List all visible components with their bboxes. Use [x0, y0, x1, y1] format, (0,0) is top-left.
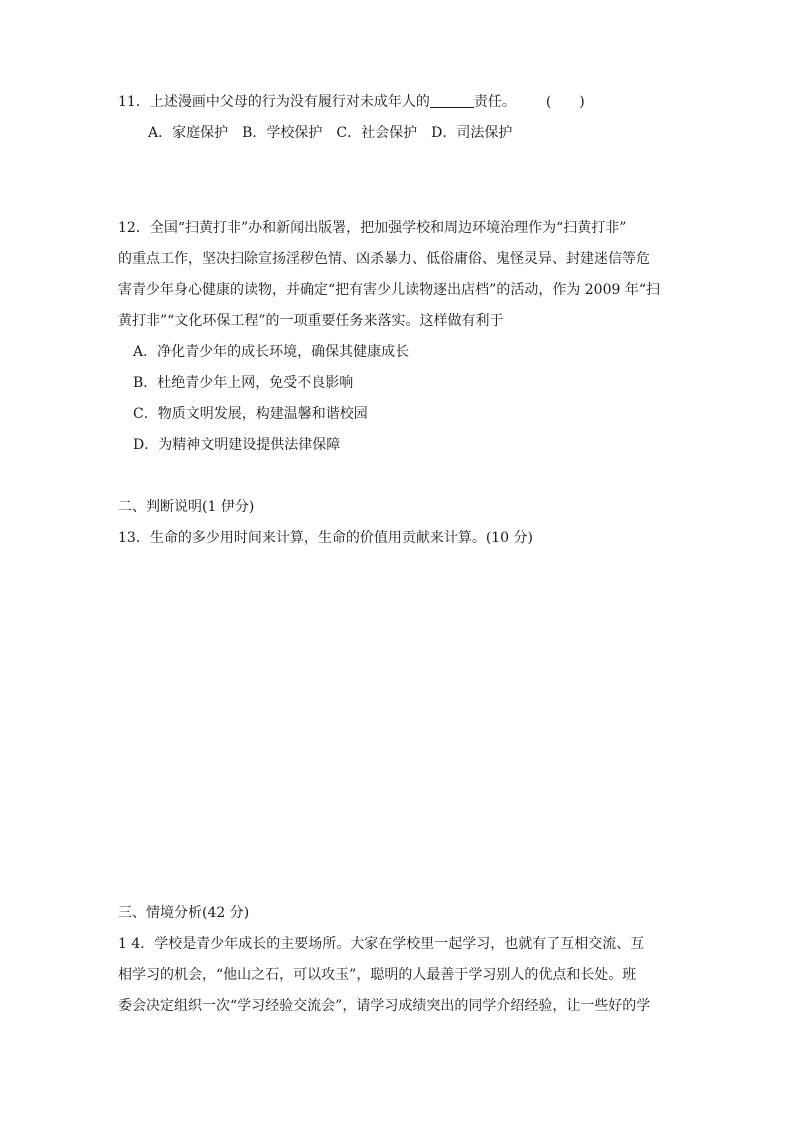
- question-12-option-a: A．净化青少年的成长环境，确保其健康成长: [133, 344, 410, 360]
- question-11-options: A．家庭保护 B．学校保护 C．社会保护 D．司法保护: [148, 125, 513, 141]
- question-14-line-2: 相学习的机会，“他山之石，可以攻玉”，聪明的人最善于学习别人的优点和长处。班: [118, 967, 637, 983]
- section-2-title: 二、判断说明(1 伊分): [118, 499, 255, 515]
- question-12-option-c: C．物质文明发展，构建温馨和谐校园: [133, 406, 368, 422]
- question-12-option-b: B．杜绝青少年上网，免受不良影响: [133, 375, 354, 391]
- answer-blank: [430, 93, 474, 108]
- question-12-option-d: D．为精神文明建设提供法律保障: [133, 437, 341, 453]
- question-12-line-1: 12．全国“扫黄打非”办和新闻出版署，把加强学校和周边环境治理作为“扫黄打非”: [118, 220, 627, 236]
- question-12-line-2: 的重点工作，坚决扫除宣扬淫秽色情、凶杀暴力、低俗庸俗、鬼怪灵异、封建迷信等危: [118, 251, 650, 267]
- question-11-text-after: 责任。: [473, 94, 516, 110]
- question-14-line-1: 1 4．学校是青少年成长的主要场所。大家在学校里一起学习，也就有了互相交流、互: [118, 936, 645, 952]
- question-12-line-4: 黄打非”“文化环保工程”的一项重要任务来落实。这样做有利于: [118, 313, 504, 329]
- question-11-stem: [118, 92, 585, 112]
- question-14-line-3: 委会决定组织一次“学习经验交流会”，请学习成绩突出的同学介绍经验，让一些好的学: [118, 998, 651, 1014]
- answer-parentheses: ( ): [545, 94, 585, 110]
- section-3-title: 三、情境分析(42 分): [118, 905, 250, 921]
- question-13: 13．生命的多少用时间来计算，生命的价值用贡献来计算。(10 分): [118, 530, 534, 546]
- question-12-line-3: 害青少年身心健康的读物，并确定“把有害少儿读物逐出店档”的活动，作为 2009 年“扫: [118, 282, 660, 298]
- question-11-text-before: 11．上述漫画中父母的行为没有履行对未成年人的: [118, 94, 430, 110]
